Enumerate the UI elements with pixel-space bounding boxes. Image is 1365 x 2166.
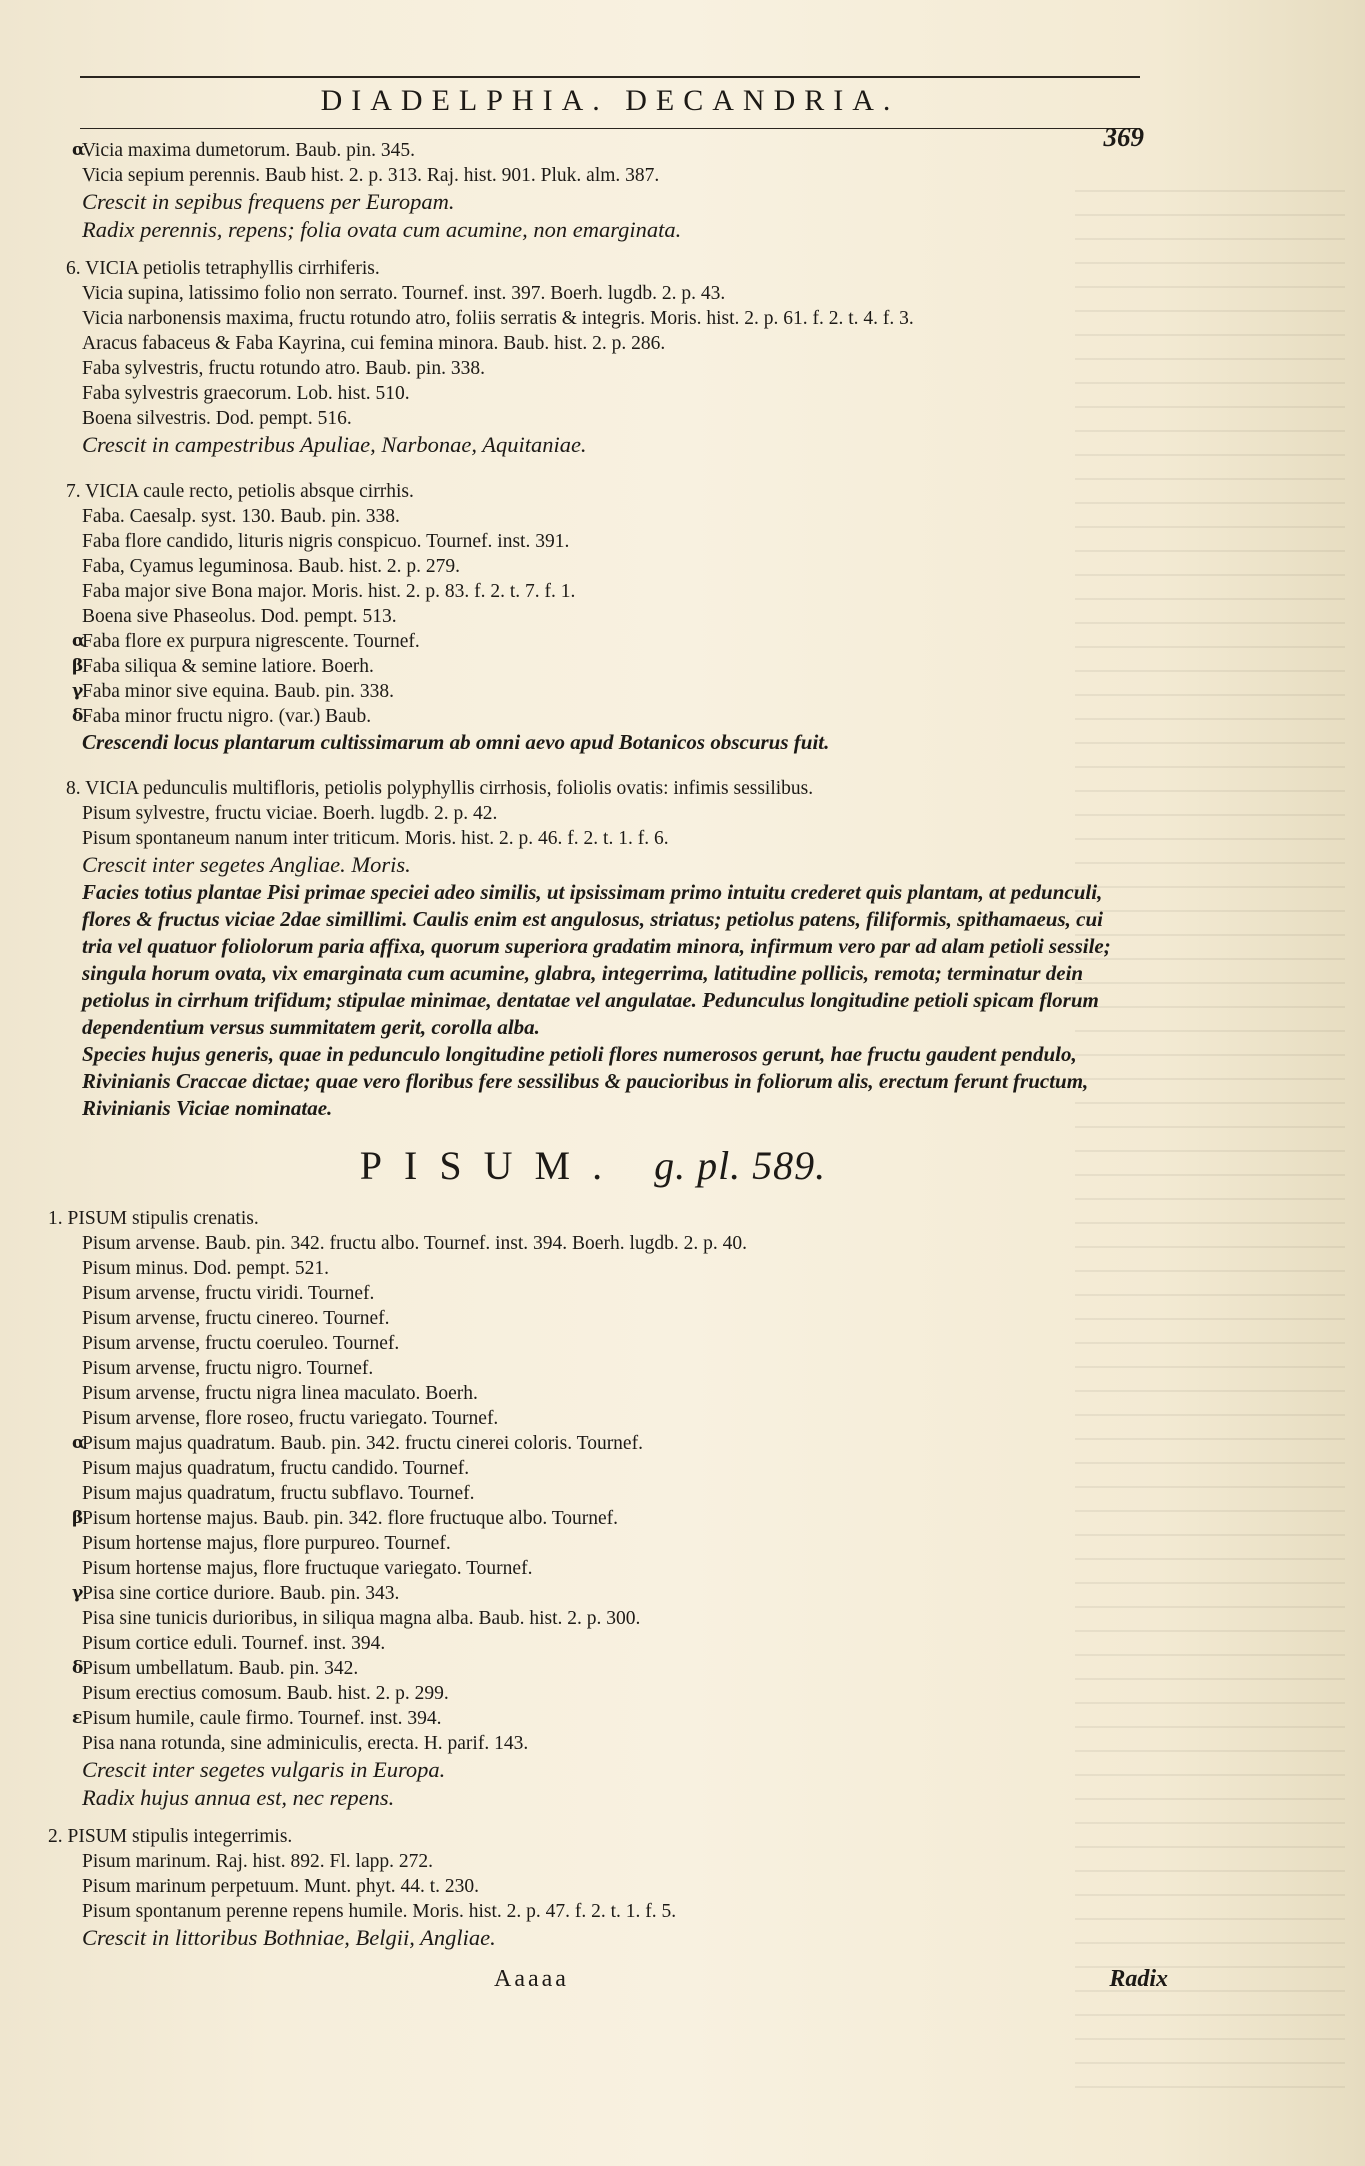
note-line: Radix perennis, repens; folia ovata cum acumine, non emarginata. xyxy=(82,217,682,242)
vicia-continuation xyxy=(48,138,1138,244)
entry-line: Pisum marinum. Raj. hist. 892. Fl. lapp. 272. xyxy=(82,1851,434,1872)
entry-line: Boena sive Phaseolus. Dod. pempt. 513. xyxy=(82,606,397,627)
entry-line: Pisum majus quadratum, fructu subflavo. Tournef. xyxy=(82,1483,475,1504)
entry-line: Pisum sylvestre, fructu viciae. Boerh. lugdb. 2. p. 42. xyxy=(82,803,498,824)
entry-line: Pisa nana rotunda, sine adminiculis, erecta. H. parif. 143. xyxy=(82,1733,529,1754)
variety-line: α Pisum majus quadratum. Baub. pin. 342. fructu cinerei coloris. Tournef. xyxy=(72,1433,643,1454)
variety-line: β Faba siliqua & semine latiore. Boerh. xyxy=(72,656,374,677)
entry-line: α Vicia maxima dumetorum. Baub. pin. 345. xyxy=(72,140,415,161)
catchword: Radix xyxy=(1109,1966,1168,1992)
description-paragraph: Facies totius plantae Pisi primae speciei adeo similis, ut ipsissimam primo intuitu crederet quis plantam, at pedunculi, flores & fructus viciae 2dae simillimi. Caulis enim est angulosus, striatus; petiolus patens, filiformis, spithamaeus, cui tria vel quatuor foliolorum paria affixa, quorum superiora gradatim minora, infirmum vero par ad alam petioli sessile; singula horum ovata, vix emarginata cum acumine, glabra, integerrima, latitudine pollicis, remota; terminatur dein petiolus in cirrhum trifidum; stipulae minimae, dentatae vel angulatae. Pedunculus longitudine petioli spicam florum dependentium versus summitatem gerit, corolla alba. xyxy=(82,880,1111,1039)
entry-line: Pisum minus. Dod. pempt. 521. xyxy=(82,1258,330,1279)
entry-line: Pisum marinum perpetuum. Munt. phyt. 44. t. 230. xyxy=(82,1876,480,1897)
species-heading: 8. VICIA pedunculis multifloris, petiolis polyphyllis cirrhosis, foliolis ovatis: infimis sessilibus. xyxy=(66,778,814,799)
variety-marker: δ xyxy=(72,1658,84,1678)
description-paragraph: Species hujus generis, quae in pedunculo longitudine petioli flores numerosos gerunt, hae fructu gaudent pendulo, Rivinianis Craccae dictae; quae vero floribus fere sessilibus & paucioribus in foliorum alis, erectum ferunt fructum, Rivinianis Viciae nominatae. xyxy=(82,1042,1089,1120)
variety-marker: δ xyxy=(72,706,84,726)
species-pisum-2 xyxy=(48,1824,1138,1952)
variety-line: γ Faba minor sive equina. Baub. pin. 338. xyxy=(72,681,394,702)
entry-line: Pisum arvense, fructu cinereo. Tournef. xyxy=(82,1308,390,1329)
header-rule-top xyxy=(80,76,1140,78)
page-content xyxy=(48,138,1168,2006)
entry-line: Pisum erectius comosum. Baub. hist. 2. p. 299. xyxy=(82,1683,449,1704)
variety-line: δ Pisum umbellatum. Baub. pin. 342. xyxy=(72,1658,359,1679)
entry-line: Faba. Caesalp. syst. 130. Baub. pin. 338. xyxy=(82,506,400,527)
entry-line: Vicia narbonensis maxima, fructu rotundo atro, foliis serratis & integris. Moris. hist. 2. p. 61. f. 2. t. 4. f. 3. xyxy=(82,308,914,329)
entry-line: Vicia supina, latissimo folio non serrato. Tournef. inst. 397. Boerh. lugdb. 2. p. 43. xyxy=(82,283,726,304)
variety-line: γ Pisa sine cortice duriore. Baub. pin. 343. xyxy=(72,1583,400,1604)
species-vicia-7 xyxy=(48,479,1138,756)
habitat-line: Crescit inter segetes vulgaris in Europa. xyxy=(82,1757,446,1782)
habitat-line: Crescit in sepibus frequens per Europam. xyxy=(82,189,455,214)
variety-marker: γ xyxy=(72,681,84,701)
signature-mark: Aaaaa xyxy=(494,1966,569,1992)
species-heading: 6. VICIA petiolis tetraphyllis cirrhiferis. xyxy=(66,258,380,279)
entry-line: Pisum spontanum perenne repens humile. Moris. hist. 2. p. 47. f. 2. t. 1. f. 5. xyxy=(82,1901,677,1922)
header-rule-bottom xyxy=(80,128,1140,129)
habitat-line: Crescit in campestribus Apuliae, Narbonae, Aquitaniae. xyxy=(82,432,587,457)
variety-marker: ε xyxy=(72,1708,83,1728)
variety-marker: γ xyxy=(72,1583,84,1603)
genus-reference: g. pl. 589. xyxy=(654,1143,827,1188)
entry-line: Pisum hortense majus, flore fructuque variegato. Tournef. xyxy=(82,1558,533,1579)
note-line: Crescendi locus plantarum cultissimarum ab omni aevo apud Botanicos obscurus fuit. xyxy=(82,730,830,754)
species-heading: 1. PISUM stipulis crenatis. xyxy=(48,1208,259,1229)
entry-line: Faba flore candido, lituris nigris conspicuo. Tournef. inst. 391. xyxy=(82,531,570,552)
variety-marker: α xyxy=(72,140,86,160)
variety-line: δ Faba minor fructu nigro. (var.) Baub. xyxy=(72,706,372,727)
entry-line: Pisum spontaneum nanum inter triticum. Moris. hist. 2. p. 46. f. 2. t. 1. f. 6. xyxy=(82,828,669,849)
entry-line: Pisum hortense majus, flore purpureo. Tournef. xyxy=(82,1533,451,1554)
species-heading: 2. PISUM stipulis integerrimis. xyxy=(48,1826,293,1847)
entry-line: Faba sylvestris graecorum. Lob. hist. 510. xyxy=(82,383,410,404)
entry-line: Boena silvestris. Dod. pempt. 516. xyxy=(82,408,352,429)
genus-heading xyxy=(48,1140,1138,1192)
species-pisum-1 xyxy=(48,1206,1138,1812)
habitat-line: Crescit in littoribus Bothniae, Belgii, Angliae. xyxy=(82,1925,496,1950)
genus-name: PISUM. xyxy=(359,1143,625,1188)
variety-marker: β xyxy=(72,656,84,676)
habitat-line: Crescit inter segetes Angliae. Moris. xyxy=(82,852,411,877)
variety-line: α Faba flore ex purpura nigrescente. Tournef. xyxy=(72,631,420,652)
variety-line: β Pisum hortense majus. Baub. pin. 342. flore fructuque albo. Tournef. xyxy=(72,1508,619,1529)
entry-line: Pisum arvense, fructu nigra linea maculato. Boerh. xyxy=(82,1383,478,1404)
species-vicia-8 xyxy=(48,776,1138,1122)
running-title: DIADELPHIA. DECANDRIA. xyxy=(320,84,900,117)
entry-line: Faba, Cyamus leguminosa. Baub. hist. 2. p. 279. xyxy=(82,556,461,577)
variety-marker: α xyxy=(72,631,86,651)
species-vicia-6 xyxy=(48,256,1138,459)
variety-marker: β xyxy=(72,1508,84,1528)
page-footer xyxy=(48,1966,1168,2006)
entry-line: Pisum arvense, fructu coeruleo. Tournef. xyxy=(82,1333,400,1354)
entry-line: Pisum arvense, fructu nigro. Tournef. xyxy=(82,1358,374,1379)
note-line: Radix hujus annua est, nec repens. xyxy=(82,1785,395,1810)
entry-line: Faba major sive Bona major. Moris. hist. 2. p. 83. f. 2. t. 7. f. 1. xyxy=(82,581,576,602)
entry-line: Pisum arvense, fructu viridi. Tournef. xyxy=(82,1283,375,1304)
variety-line: ε Pisum humile, caule firmo. Tournef. inst. 394. xyxy=(72,1708,442,1729)
entry-line: Vicia sepium perennis. Baub hist. 2. p. 313. Raj. hist. 901. Pluk. alm. 387. xyxy=(82,165,660,186)
entry-line: Pisum cortice eduli. Tournef. inst. 394. xyxy=(82,1633,386,1654)
entry-line: Pisum arvense, flore roseo, fructu variegato. Tournef. xyxy=(82,1408,499,1429)
page-number: 369 xyxy=(1103,122,1144,152)
entry-line: Faba sylvestris, fructu rotundo atro. Baub. pin. 338. xyxy=(82,358,485,379)
variety-marker: α xyxy=(72,1433,86,1453)
entry-line: Pisa sine tunicis durioribus, in siliqua magna alba. Baub. hist. 2. p. 300. xyxy=(82,1608,641,1629)
entry-line: Aracus fabaceus & Faba Kayrina, cui femina minora. Baub. hist. 2. p. 286. xyxy=(82,333,666,354)
species-heading: 7. VICIA caule recto, petiolis absque cirrhis. xyxy=(66,481,414,502)
entry-line: Pisum majus quadratum, fructu candido. Tournef. xyxy=(82,1458,470,1479)
entry-line: Pisum arvense. Baub. pin. 342. fructu albo. Tournef. inst. 394. Boerh. lugdb. 2. p. 40. xyxy=(82,1233,747,1254)
